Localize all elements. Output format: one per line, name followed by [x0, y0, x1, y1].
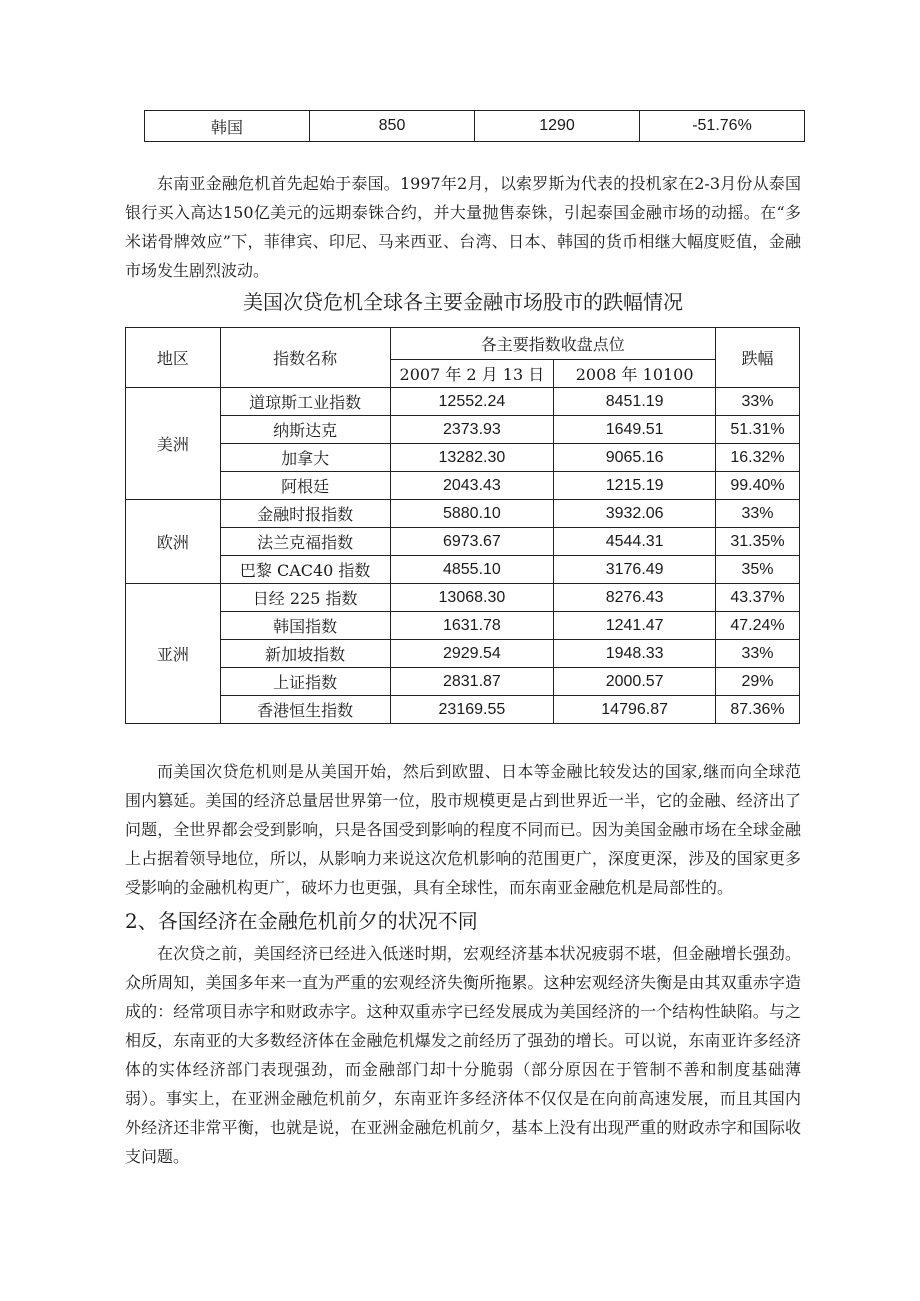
table-cell: 1948.33 — [554, 640, 716, 668]
header-index-name: 指数名称 — [220, 328, 390, 388]
table-cell: 47.24% — [716, 612, 800, 640]
header-date-2: 2008 年 10100 — [554, 360, 716, 388]
table-cell: 4544.31 — [554, 528, 716, 556]
table-cell: 850 — [310, 111, 475, 142]
index-name-cell: 巴黎 CAC40 指数 — [220, 556, 390, 584]
header-region: 地区 — [126, 328, 221, 388]
index-name-cell: 香港恒生指数 — [220, 696, 390, 724]
table-row — [126, 556, 800, 584]
table-cell: 87.36% — [716, 696, 800, 724]
table-row — [126, 612, 800, 640]
table-cell: 2831.87 — [390, 668, 554, 696]
table-cell: 33% — [716, 640, 800, 668]
table-row — [126, 640, 800, 668]
table-cell: 5880.10 — [390, 500, 554, 528]
table-header-row — [126, 328, 800, 360]
index-name-cell: 法兰克福指数 — [220, 528, 390, 556]
table-cell: 14796.87 — [554, 696, 716, 724]
table-cell: 9065.16 — [554, 444, 716, 472]
index-name-cell: 上证指数 — [220, 668, 390, 696]
index-name-cell: 加拿大 — [220, 444, 390, 472]
table-cell: 1649.51 — [554, 416, 716, 444]
paragraph-1: 东南亚金融危机首先起始于泰国。1997年2月，以索罗斯为代表的投机家在2-3月份从泰国银行买入高达150亿美元的远期泰铢合约，并大量抛售泰铢，引起泰国金融市场的动摇。在“多米诺骨牌效应”下，菲律宾、印尼、马来西亚、台湾、日本、韩国的货币相继大幅度贬值，金融市场发生剧烈波动。 — [125, 174, 801, 280]
region-cell: 欧洲 — [126, 500, 221, 584]
table-cell: 13068.30 — [390, 584, 554, 612]
table-row — [126, 584, 800, 612]
table-cell: 1631.78 — [390, 612, 554, 640]
table-cell: 43.37% — [716, 584, 800, 612]
table-row — [126, 528, 800, 556]
table-cell: 35% — [716, 556, 800, 584]
region-cell: 美洲 — [126, 388, 221, 500]
table-row — [126, 472, 800, 500]
table-body — [126, 388, 800, 724]
index-name-cell: 阿根廷 — [220, 472, 390, 500]
index-name-cell: 金融时报指数 — [220, 500, 390, 528]
table-cell: 31.35% — [716, 528, 800, 556]
table-cell: 23169.55 — [390, 696, 554, 724]
table-cell: 3932.06 — [554, 500, 716, 528]
table-cell: 12552.24 — [390, 388, 554, 416]
table-cell: 2373.93 — [390, 416, 554, 444]
table-cell: 13282.30 — [390, 444, 554, 472]
table-title: 美国次贷危机全球各主要金融市场股市的跌幅情况 — [243, 290, 683, 314]
index-name-cell: 新加坡指数 — [220, 640, 390, 668]
table-cell: 1241.47 — [554, 612, 716, 640]
table-cell: 1215.19 — [554, 472, 716, 500]
region-cell: 亚洲 — [126, 584, 221, 724]
index-name-cell: 纳斯达克 — [220, 416, 390, 444]
table-cell: 韩国 — [145, 111, 310, 142]
table-cell: 6973.67 — [390, 528, 554, 556]
index-name-cell: 韩国指数 — [220, 612, 390, 640]
table-cell: 29% — [716, 668, 800, 696]
table-cell: 8276.43 — [554, 584, 716, 612]
table-row — [126, 696, 800, 724]
table-cell: 2000.57 — [554, 668, 716, 696]
table-cell: 8451.19 — [554, 388, 716, 416]
table-cell: 2929.54 — [390, 640, 554, 668]
table-row — [126, 668, 800, 696]
table-cell: 33% — [716, 388, 800, 416]
table-row — [126, 416, 800, 444]
table-cell: 2043.43 — [390, 472, 554, 500]
table-cell: -51.76% — [640, 111, 805, 142]
index-name-cell: 日经 225 指数 — [220, 584, 390, 612]
index-name-cell: 道琼斯工业指数 — [220, 388, 390, 416]
table-cell: 16.32% — [716, 444, 800, 472]
table-row — [126, 444, 800, 472]
table-cell: 99.40% — [716, 472, 800, 500]
table-row — [126, 500, 800, 528]
header-date-1: 2007 年 2 月 13 日 — [390, 360, 554, 388]
table-cell: 1290 — [475, 111, 640, 142]
header-closing-points: 各主要指数收盘点位 — [390, 328, 716, 360]
table-cell: 4855.10 — [390, 556, 554, 584]
table-row — [145, 111, 805, 142]
market-decline-table — [125, 327, 800, 724]
paragraph-3: 在次贷之前，美国经济已经进入低迷时期，宏观经济基本状况疲弱不堪，但金融增长强劲。众所周知，美国多年来一直为严重的宏观经济失衡所拖累。这种宏观经济失衡是由其双重赤字造成的：经常项目赤字和财政赤字。这种双重赤字已经发展成为美国经济的一个结构性缺陷。与之相反，东南亚的大多数经济体在金融危机爆发之前经历了强劲的增长。可以说，东南亚许多经济体的实体经济部门表现强劲，而金融部门却十分脆弱（部分原因在于管制不善和制度基础薄弱）。事实上，在亚洲金融危机前夕，东南亚许多经济体不仅仅是在向前高速发展，而且其国内外经济还非常平衡，也就是说，在亚洲金融危机前夕，基本上没有出现严重的财政赤字和国际收支问题。 — [125, 944, 801, 1166]
table-row — [126, 388, 800, 416]
table-cell: 33% — [716, 500, 800, 528]
table-cell: 51.31% — [716, 416, 800, 444]
top-table — [144, 110, 805, 142]
table-cell: 3176.49 — [554, 556, 716, 584]
paragraph-2: 而美国次贷危机则是从美国开始，然后到欧盟、日本等金融比较发达的国家,继而向全球范围内篡延。美国的经济总量居世界第一位，股市规模更是占到世界近一半，它的金融、经济出了问题，全世界都会受到影响，只是各国受到影响的程度不同而已。因为美国金融市场在全球金融上占据着领导地位，所以，从影响力来说这次危机影响的范围更广，深度更深，涉及的国家更多受影响的金融机构更广，破坏力也更强，具有全球性，而东南亚金融危机是局部性的。 — [125, 762, 801, 897]
section-heading: 2、各国经济在金融危机前夕的状况不同 — [125, 909, 478, 933]
header-decline: 跌幅 — [716, 328, 800, 388]
